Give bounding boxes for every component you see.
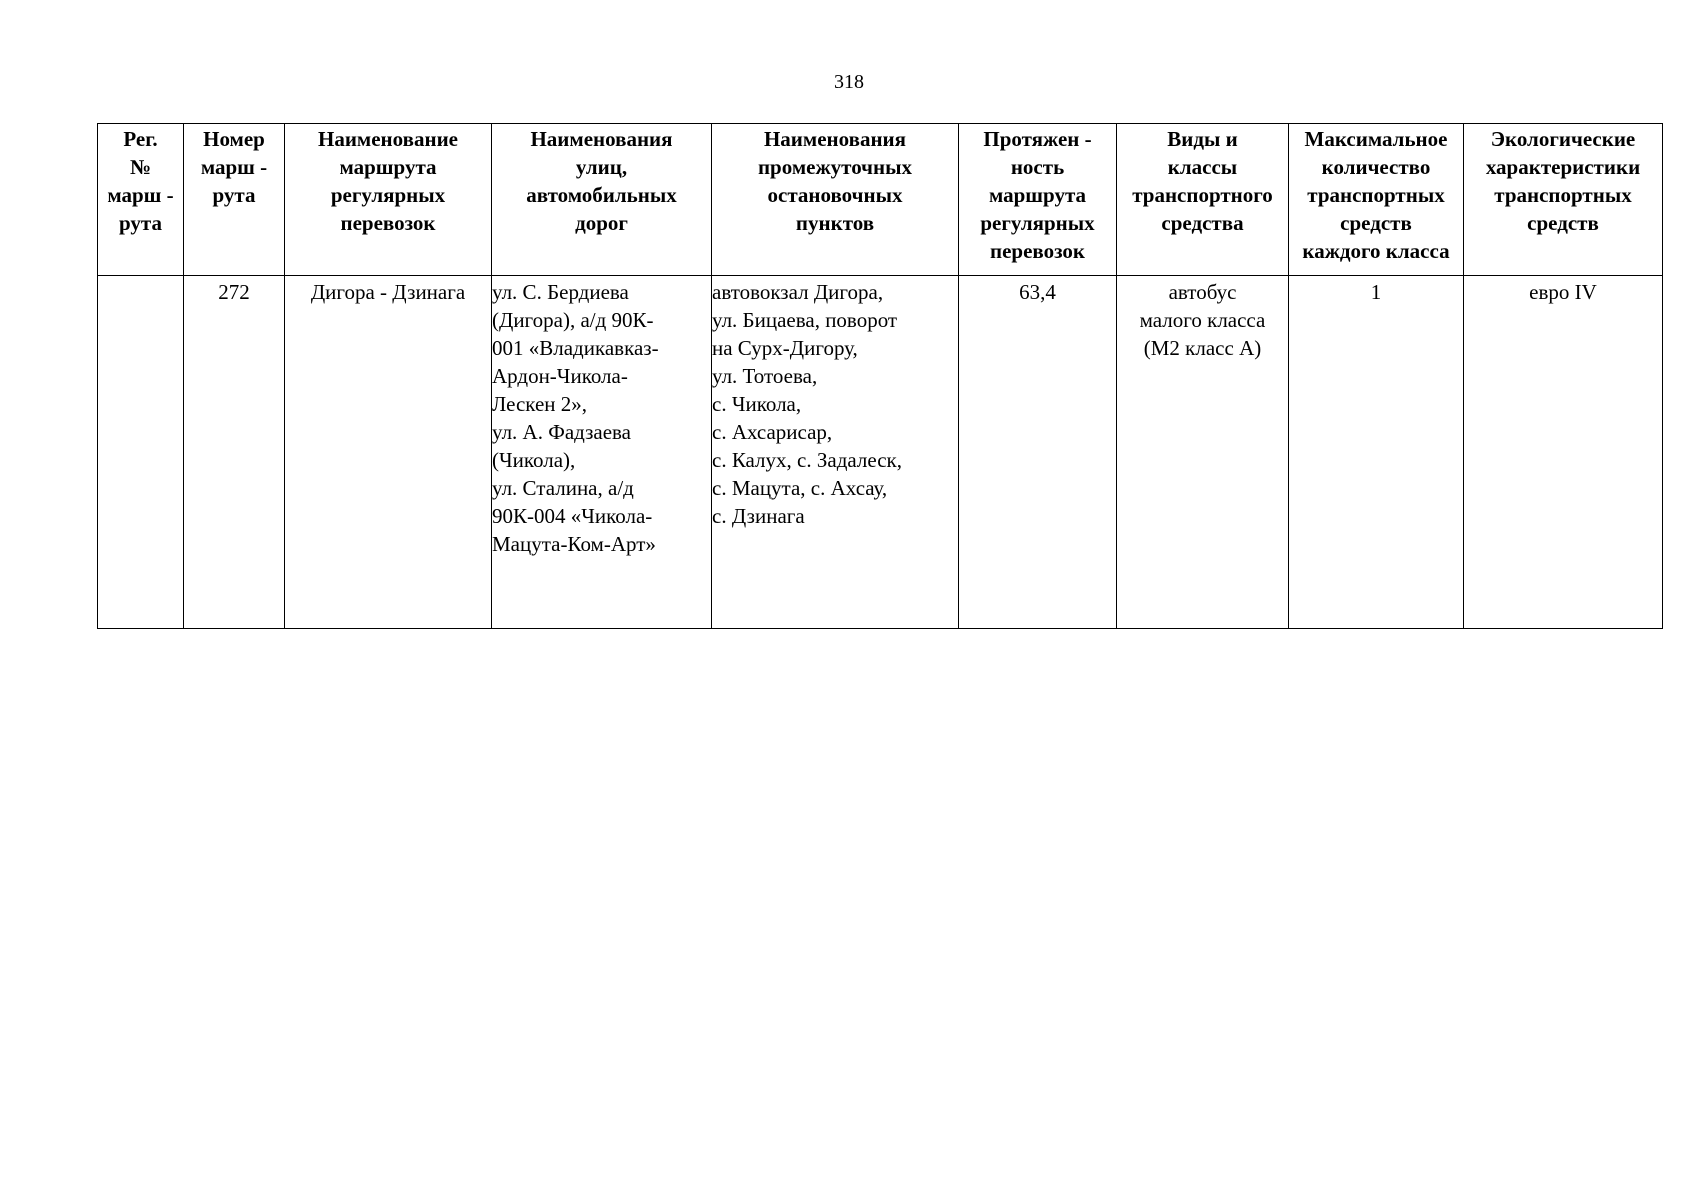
text-line: 001 «Владикавказ- xyxy=(492,336,659,360)
text-line: Экологические xyxy=(1490,127,1636,151)
text-line: с. Дзинага xyxy=(712,504,805,528)
header-eco xyxy=(1464,124,1663,276)
cell-max-count: 1 xyxy=(1289,276,1464,629)
text-line: пунктов xyxy=(795,211,875,235)
text-line: марш - xyxy=(107,183,174,207)
text-line: каждого класса xyxy=(1302,239,1450,263)
header-max-count xyxy=(1289,124,1464,276)
text-line: автовокзал Дигора, xyxy=(712,280,884,304)
cell-length: 63,4 xyxy=(959,276,1117,629)
header-route-name xyxy=(285,124,492,276)
text-line: перевозок xyxy=(340,211,436,235)
text-line: (Дигора), а/д 90К- xyxy=(492,308,654,332)
text-line: средств xyxy=(1527,211,1599,235)
cell-streets xyxy=(492,276,712,629)
text-line: ность xyxy=(1010,155,1065,179)
header-row xyxy=(98,124,1663,276)
text-line: Максимальное xyxy=(1304,127,1448,151)
cell-route-name: Дигора - Дзинага xyxy=(285,276,492,629)
cell-vehicle-class xyxy=(1117,276,1289,629)
text-line: малого класса xyxy=(1139,308,1266,332)
text-line: с. Мацута, с. Ахсау, xyxy=(712,476,888,500)
text-line: промежуточных xyxy=(757,155,913,179)
page-number: 318 xyxy=(834,71,864,93)
text-line: дорог xyxy=(575,211,628,235)
text-line: маршрута xyxy=(339,155,437,179)
text-line: рута xyxy=(212,183,256,207)
text-line: регулярных xyxy=(980,211,1095,235)
text-line: 90К-004 «Чикола- xyxy=(492,504,653,528)
text-line: характеристики xyxy=(1485,155,1641,179)
text-line: регулярных xyxy=(330,183,446,207)
table-row xyxy=(98,276,1663,629)
text-line: Наименование xyxy=(318,127,458,151)
cell-reg-no xyxy=(98,276,184,629)
text-line: № xyxy=(129,155,152,179)
text-line: ул. А. Фадзаева xyxy=(492,420,631,444)
header-stops xyxy=(712,124,959,276)
text-line: на Сурх-Дигору, xyxy=(712,336,858,360)
header-vehicle-class xyxy=(1117,124,1289,276)
cell-stops xyxy=(712,276,959,629)
text-line: транспортных xyxy=(1307,183,1445,207)
text-line: автобус xyxy=(1168,280,1237,304)
text-line: транспортных xyxy=(1494,183,1632,207)
header-route-no xyxy=(184,124,285,276)
text-line: перевозок xyxy=(989,239,1086,263)
text-line: Наименования xyxy=(763,127,907,151)
text-line: ул. Тотоева, xyxy=(712,364,818,388)
text-line: маршрута xyxy=(988,183,1087,207)
text-line: Ардон-Чикола- xyxy=(492,364,628,388)
text-line: Виды и xyxy=(1167,127,1238,151)
header-streets xyxy=(492,124,712,276)
text-line: марш - xyxy=(200,155,268,179)
text-line: (М2 класс А) xyxy=(1143,336,1262,360)
text-line: Протяжен - xyxy=(983,127,1092,151)
header-length xyxy=(959,124,1117,276)
text-line: Лескен 2», xyxy=(492,392,588,416)
text-line: средства xyxy=(1161,211,1244,235)
text-line: классы xyxy=(1167,155,1238,179)
text-line: остановочных xyxy=(767,183,903,207)
text-line: с. Чикола, xyxy=(712,392,802,416)
header-reg-no xyxy=(98,124,184,276)
text-line: (Чикола), xyxy=(492,448,576,472)
text-line: транспортного xyxy=(1132,183,1273,207)
text-line: с. Калух, с. Задалеск, xyxy=(712,448,902,472)
text-line: Номер xyxy=(203,127,265,151)
text-line: количество xyxy=(1321,155,1431,179)
text-line: автомобильных xyxy=(526,183,677,207)
text-line: Мацута-Ком-Арт» xyxy=(492,532,656,556)
text-line: ул. Сталина, а/д xyxy=(492,476,634,500)
text-line: средств xyxy=(1340,211,1412,235)
text-line: рута xyxy=(119,211,162,235)
text-line: улиц, xyxy=(575,155,628,179)
text-line: Наименования xyxy=(530,127,673,151)
text-line: ул. Бицаева, поворот xyxy=(712,308,898,332)
text-line: с. Ахсарисар, xyxy=(712,420,833,444)
cell-route-no: 272 xyxy=(184,276,285,629)
cell-eco-class: евро IV xyxy=(1464,276,1663,629)
text-line: ул. С. Бердиева xyxy=(492,280,629,304)
routes-table xyxy=(97,123,1663,629)
text-line: Рег. xyxy=(123,127,158,151)
